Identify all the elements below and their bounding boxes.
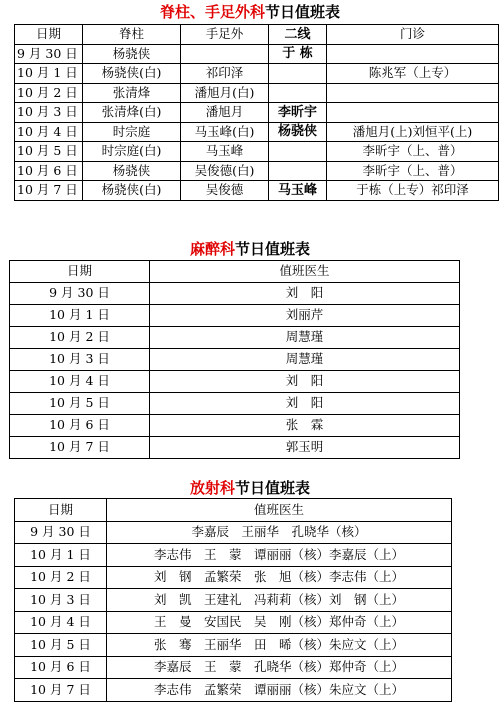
row-date: 10 月 3 日 <box>15 103 83 123</box>
row-hand: 潘旭月 <box>181 103 269 123</box>
row-date: 9 月 30 日 <box>10 283 150 305</box>
table-header-row <box>10 261 460 283</box>
table-row <box>15 521 452 544</box>
row-second <box>269 64 327 84</box>
table-row <box>15 181 499 201</box>
row-doctor: 张 骞 王丽华 田 晞（核）朱应文（上） <box>107 634 452 657</box>
table-row <box>15 544 452 567</box>
table-row <box>10 437 460 459</box>
anesthesia-title-suffix: 节日值班表 <box>235 240 311 258</box>
row-spine: 张清烽(白) <box>83 103 181 123</box>
row-clinic: 李昕宇（上、普） <box>327 142 499 162</box>
table-header-row <box>15 499 452 522</box>
header-doctor: 值班医生 <box>150 261 460 283</box>
row-doctor: 刘 阳 <box>150 371 460 393</box>
table-row <box>10 371 460 393</box>
row-clinic <box>327 83 499 103</box>
row-spine: 时宗庭(白) <box>83 142 181 162</box>
radiology-schedule-title <box>0 479 500 497</box>
radiology-title-suffix: 节日值班表 <box>235 479 311 497</box>
row-hand: 吴俊德 <box>181 181 269 201</box>
row-date: 10 月 3 日 <box>15 589 107 612</box>
row-date: 10 月 1 日 <box>10 305 150 327</box>
row-date: 9 月 30 日 <box>15 521 107 544</box>
row-doctor: 张 霖 <box>150 415 460 437</box>
table-row <box>15 566 452 589</box>
row-doctor: 李嘉辰 王丽华 孔晓华（核） <box>107 521 452 544</box>
radiology-dept-name: 放射科 <box>189 479 235 497</box>
radiology-schedule-table <box>14 498 452 702</box>
header-spine: 脊柱 <box>83 25 181 45</box>
spine-title-suffix: 节日值班表 <box>265 3 341 21</box>
row-clinic: 李昕宇（上、普） <box>327 161 499 181</box>
row-date: 10 月 2 日 <box>10 327 150 349</box>
row-date: 10 月 4 日 <box>10 371 150 393</box>
table-row <box>10 283 460 305</box>
table-row <box>10 349 460 371</box>
row-hand: 马玉峰 <box>181 142 269 162</box>
anesthesia-dept-name: 麻醉科 <box>189 240 235 258</box>
row-doctor: 周慧瑾 <box>150 349 460 371</box>
row-date: 10 月 4 日 <box>15 122 83 142</box>
table-row <box>15 656 452 679</box>
row-hand: 祁印泽 <box>181 64 269 84</box>
row-doctor: 李志伟 王 蒙 谭丽丽（核）李嘉辰（上） <box>107 544 452 567</box>
table-row <box>15 679 452 702</box>
row-second: 杨骁侠 <box>269 122 327 142</box>
row-hand: 吴俊德(白) <box>181 161 269 181</box>
anesthesia-schedule-table <box>9 260 460 459</box>
row-hand <box>181 44 269 64</box>
row-doctor: 李志伟 孟繁荣 谭丽丽（核）朱应文（上） <box>107 679 452 702</box>
row-hand: 马玉峰(白) <box>181 122 269 142</box>
row-date: 10 月 2 日 <box>15 83 83 103</box>
row-date: 10 月 7 日 <box>10 437 150 459</box>
table-header-row <box>15 25 499 45</box>
row-date: 10 月 7 日 <box>15 679 107 702</box>
row-doctor: 周慧瑾 <box>150 327 460 349</box>
row-date: 10 月 2 日 <box>15 566 107 589</box>
table-row <box>15 161 499 181</box>
row-clinic: 陈兆军（上专） <box>327 64 499 84</box>
row-doctor: 王 曼 安国民 吴 刚（核）郑仲奇（上） <box>107 611 452 634</box>
row-spine: 杨骁侠(白) <box>83 64 181 84</box>
row-doctor: 刘 阳 <box>150 393 460 415</box>
row-spine: 时宗庭 <box>83 122 181 142</box>
row-date: 10 月 4 日 <box>15 611 107 634</box>
row-date: 10 月 5 日 <box>10 393 150 415</box>
row-spine: 杨骁侠 <box>83 44 181 64</box>
row-doctor: 刘 钢 孟繁荣 张 旭（核）李志伟（上） <box>107 566 452 589</box>
row-date: 9 月 30 日 <box>15 44 83 64</box>
row-date: 10 月 1 日 <box>15 64 83 84</box>
table-row <box>15 83 499 103</box>
table-row <box>10 415 460 437</box>
header-doctor: 值班医生 <box>107 499 452 522</box>
row-date: 10 月 6 日 <box>15 161 83 181</box>
row-doctor: 李嘉辰 王 蒙 孔晓华（核）郑仲奇（上） <box>107 656 452 679</box>
header-date: 日期 <box>15 25 83 45</box>
row-second <box>269 161 327 181</box>
table-row <box>10 327 460 349</box>
row-clinic: 潘旭月(上)刘恒平(上) <box>327 122 499 142</box>
row-date: 10 月 6 日 <box>15 656 107 679</box>
row-second <box>269 142 327 162</box>
table-row <box>15 611 452 634</box>
table-row <box>15 44 499 64</box>
header-date: 日期 <box>15 499 107 522</box>
table-row <box>15 103 499 123</box>
header-hand: 手足外 <box>181 25 269 45</box>
row-spine: 杨骁侠(白) <box>83 181 181 201</box>
header-clinic: 门诊 <box>327 25 499 45</box>
table-row <box>10 393 460 415</box>
row-second: 马玉峰 <box>269 181 327 201</box>
row-date: 10 月 7 日 <box>15 181 83 201</box>
header-date: 日期 <box>10 261 150 283</box>
table-row <box>15 122 499 142</box>
table-row <box>15 589 452 612</box>
row-date: 10 月 5 日 <box>15 142 83 162</box>
row-clinic <box>327 103 499 123</box>
table-row <box>10 305 460 327</box>
row-date: 10 月 3 日 <box>10 349 150 371</box>
row-doctor: 郭玉明 <box>150 437 460 459</box>
row-spine: 杨骁侠 <box>83 161 181 181</box>
row-doctor: 刘 凯 王建礼 冯莉莉（核）刘 钢（上） <box>107 589 452 612</box>
spine-dept-name: 脊柱、手足外科 <box>159 3 265 21</box>
table-row <box>15 634 452 657</box>
row-hand: 潘旭月(白) <box>181 83 269 103</box>
row-clinic: 于栋（上专）祁印泽 <box>327 181 499 201</box>
table-row <box>15 142 499 162</box>
row-spine: 张清烽 <box>83 83 181 103</box>
row-doctor: 刘丽芹 <box>150 305 460 327</box>
anesthesia-schedule-title <box>0 240 500 258</box>
spine-schedule-table <box>14 24 499 201</box>
row-date: 10 月 5 日 <box>15 634 107 657</box>
row-doctor: 刘 阳 <box>150 283 460 305</box>
table-row <box>15 64 499 84</box>
row-date: 10 月 1 日 <box>15 544 107 567</box>
row-second: 于 栋 <box>269 44 327 64</box>
row-second: 李昕宇 <box>269 103 327 123</box>
header-second-line: 二线 <box>269 25 327 45</box>
row-clinic <box>327 44 499 64</box>
spine-schedule-title <box>0 3 500 21</box>
row-second <box>269 83 327 103</box>
row-date: 10 月 6 日 <box>10 415 150 437</box>
